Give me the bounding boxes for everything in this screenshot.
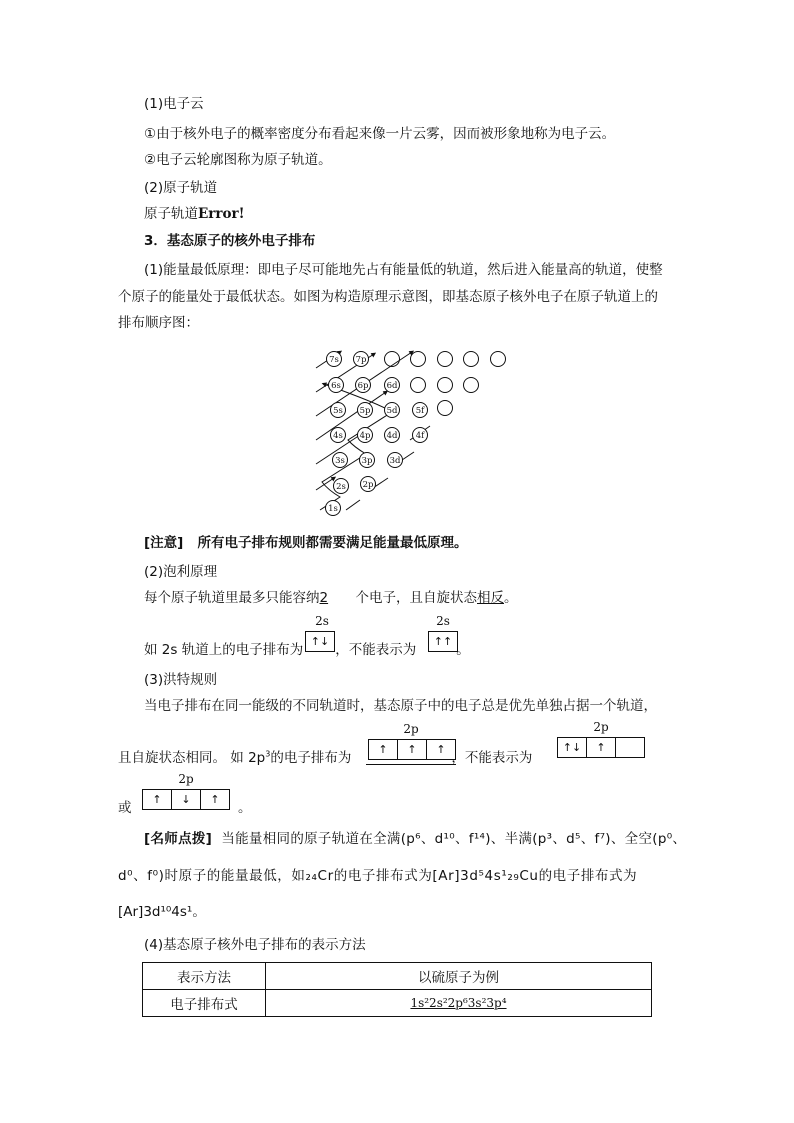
pauli-line [144, 588, 518, 608]
empty-orbital [411, 352, 426, 367]
representation-table [142, 962, 652, 1017]
aufbau-line3: 排布顺序图： [118, 315, 199, 331]
arrow-up-icon: ↑ [443, 635, 453, 648]
empty-orbital [438, 378, 453, 393]
hund-end: 。 [238, 800, 252, 816]
orbital-box-2p-correct [368, 739, 456, 760]
pauli-text-a: 每个原子轨道里最多只能容纳 [144, 590, 320, 606]
orbital-2s: 2s [336, 482, 346, 492]
orbital-5f: 5f [415, 406, 425, 416]
orbital-3s: 3s [335, 456, 345, 466]
label-2p-wrong2: 2p [178, 772, 194, 786]
s2-error: Error! [198, 206, 245, 222]
s3-heading: 3．基态原子的核外电子排布 [144, 233, 316, 249]
orbital-4s: 4s [333, 431, 343, 441]
arrow-down-icon: ↓ [181, 793, 191, 806]
answer-underline [366, 764, 456, 765]
empty-orbital [385, 352, 400, 367]
arrow-down-icon: ↓ [572, 741, 582, 754]
pauli-ex-a: 如 2s 轨道上的电子排布为 [144, 642, 304, 658]
arrow-up-icon: ↑ [407, 743, 417, 756]
pauli-text-c: 。 [504, 590, 518, 606]
orbital-4p: 4p [359, 431, 371, 441]
orbital-7p: 7p [355, 355, 367, 365]
table-header-cell: 表示方法 [143, 963, 266, 990]
orbital-5s: 5s [333, 406, 343, 416]
table-header-cell: 以硫原子为例 [266, 963, 652, 990]
hund-or: 或 [118, 800, 132, 816]
empty-orbital [464, 378, 479, 393]
note-label: [注意] [144, 535, 184, 551]
aufbau-line2: 个原子的能量处于最低状态。如图为构造原理示意图，即基态原子核外电子在原子轨道上的 [118, 289, 658, 305]
label-2s-wrong: 2s [436, 614, 450, 628]
orbital-3d: 3d [389, 456, 401, 466]
orbital-6s: 6s [331, 381, 341, 391]
hund-line2-c: ，不能表示为 [451, 750, 533, 766]
tip-label: [名师点拨] [144, 831, 213, 847]
empty-orbital [411, 378, 426, 393]
s2-line [144, 204, 245, 224]
arrow-up-icon: ↑ [378, 743, 388, 756]
arrow-up-icon: ↑ [596, 741, 606, 754]
orbital-4f: 4f [415, 431, 425, 441]
aufbau-diagram [310, 340, 520, 520]
s1-heading: (1)电子云 [144, 96, 204, 112]
hund-line2 [118, 748, 532, 768]
tip-cr: ₂₄Cr [305, 868, 334, 884]
arrow-up-icon: ↑ [152, 793, 162, 806]
orbital-1s: 1s [328, 504, 338, 514]
arrow-up-icon: ↑ [433, 635, 443, 648]
empty-orbital [438, 352, 453, 367]
hund-line2-a: 且自旋状态相同。 如 2p [118, 750, 266, 766]
tip-cu: ₂₉Cu [507, 868, 539, 884]
orbital-5p: 5p [359, 406, 371, 416]
s1-item1: ①由于核外电子的概率密度分布看起来像一片云雾，因而被形象地称为电子云。 [144, 126, 616, 142]
table-row [143, 990, 652, 1017]
pauli-heading: (2)泡利原理 [144, 564, 218, 580]
arrow-up-icon: ↑ [436, 743, 446, 756]
arrow-up-icon: ↑ [310, 635, 320, 648]
tip-line3: [Ar]3d¹⁰4s¹。 [118, 904, 206, 920]
arrow-up-icon: ↑ [210, 793, 220, 806]
orbital-box-2p-wrong2 [142, 789, 230, 810]
rep-heading: (4)基态原子核外电子排布的表示方法 [144, 937, 366, 953]
tip-line1-text: 当能量相同的原子轨道在全满(p⁶、d¹⁰、f¹⁴)、半满(p³、d⁵、f⁷)、全空(p⁰、 [221, 831, 687, 847]
orbital-box-2s-correct [305, 631, 335, 652]
pauli-ex-b: ，不能表示为 [335, 642, 417, 658]
empty-orbital [464, 352, 479, 367]
empty-orbital [438, 401, 453, 416]
tip-line2-c: 的电子排布式为 [538, 868, 638, 884]
orbital-7s: 7s [329, 355, 339, 365]
empty-orbital [491, 352, 506, 367]
orbital-box-2p-wrong1 [557, 737, 645, 758]
arrow-down-icon: ↓ [320, 635, 330, 648]
hund-line2-b: 的电子排布为 [270, 750, 352, 766]
pauli-blank-spin: 相反 [477, 590, 504, 606]
orbital-5d: 5d [386, 406, 398, 416]
aufbau-line1: (1)能量最低原理：即电子尽可能地先占有能量低的轨道，然后进入能量高的轨道，使整 [144, 262, 663, 278]
table-cell: 电子排布式 [143, 990, 266, 1017]
orbital-6p: 6p [357, 381, 369, 391]
tip-line2 [118, 866, 637, 886]
s2-text: 原子轨道 [144, 206, 198, 222]
note [144, 533, 467, 553]
hund-sup: 3 [265, 749, 271, 759]
s1-item2: ②电子云轮廓图称为原子轨道。 [144, 152, 332, 168]
tip-line1 [144, 829, 686, 849]
pauli-blank-count: 2 [319, 590, 329, 606]
s2-heading: (2)原子轨道 [144, 180, 218, 196]
note-text: 所有电子排布规则都需要满足能量最低原理。 [197, 535, 468, 551]
arrow-up-icon: ↑ [562, 741, 572, 754]
tip-line2-a: d⁰、f⁰)时原子的能量最低，如 [118, 868, 306, 884]
hund-line1: 当电子排布在同一能级的不同轨道时，基态原子中的电子总是优先单独占据一个轨道， [144, 698, 657, 714]
pauli-text-b: 个电子，且自旋状态 [355, 590, 477, 606]
table-cell: 1s²2s²2p⁶3s²3p⁴ [266, 990, 652, 1017]
label-2p-correct: 2p [403, 722, 419, 736]
orbital-box-2s-wrong [428, 631, 458, 652]
pauli-ex-c: 。 [456, 642, 470, 658]
table-header-row [143, 963, 652, 990]
tip-line2-b: 的电子排布式为[Ar]3d⁵4s¹ [333, 868, 508, 884]
label-2p-wrong1: 2p [593, 720, 609, 734]
orbital-6d: 6d [386, 381, 398, 391]
orbital-3p: 3p [361, 456, 373, 466]
orbital-2p: 2p [362, 480, 374, 490]
label-2s-correct: 2s [315, 614, 329, 628]
orbital-4d: 4d [386, 431, 398, 441]
hund-heading: (3)洪特规则 [144, 672, 218, 688]
